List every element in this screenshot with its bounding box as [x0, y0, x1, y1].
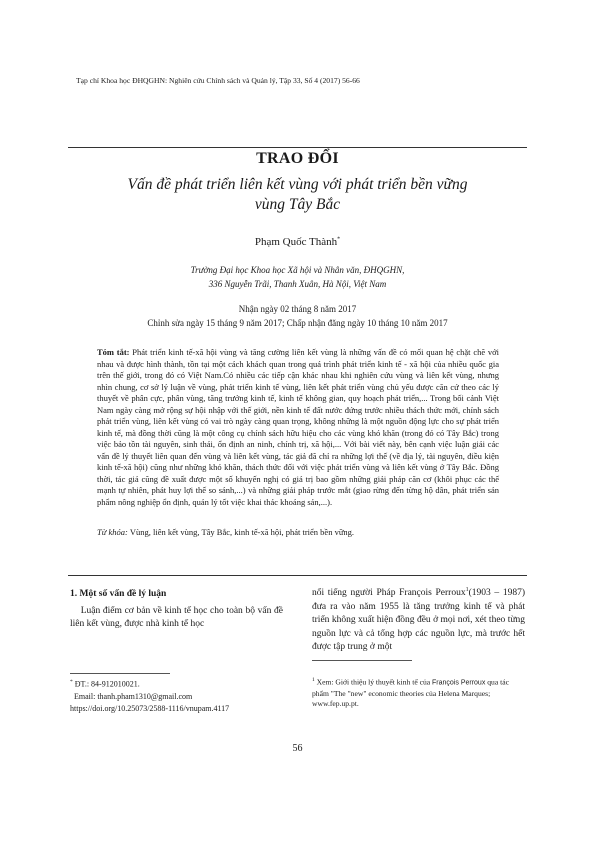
article-dates — [0, 302, 595, 330]
revised-accepted-dates: Chỉnh sửa ngày 15 tháng 9 năm 2017; Chấp nhận đăng ngày 10 tháng 10 năm 2017 — [147, 318, 448, 328]
email-line: Email: thanh.pham1310@gmail.com — [74, 691, 193, 701]
journal-citation: Tạp chí Khoa học ĐHQGHN: Nghiên cứu Chính sách và Quản lý, Tập 33, Số 4 (2017) 56-66 — [76, 76, 360, 85]
abstract-label: Tóm tắt: — [97, 347, 130, 357]
footnote-1-name: François Perroux — [432, 679, 486, 687]
left-paragraph-text: Luận điểm cơ bản về kinh tế học cho toàn bộ vấn đề liên kết vùng, được nhà kinh tế học — [70, 606, 284, 629]
author-name — [0, 236, 595, 248]
keywords-text: Vùng, liên kết vùng, Tây Bắc, kinh tế-xã hội, phát triển bền vững. — [129, 527, 355, 537]
section-rule-top — [68, 147, 527, 148]
right-paragraph-part-a: nổi tiếng người Pháp François Perroux — [312, 588, 466, 599]
footnote-rule-right — [312, 660, 412, 661]
right-paragraph-part-b: (1903 – 1987) đưa ra vào năm 1955 là tăng trưởng kinh tế và phát triển không xuất hiện đồng đều ở mọi nơi, xét theo từng nguồn lực và cả tổng hợp các nguồn lực, mà trước hết được tập trung ở một — [312, 588, 525, 653]
body-paragraph-left — [70, 605, 283, 631]
phone-line — [70, 676, 229, 691]
footnote-1 — [312, 675, 525, 709]
article-title — [70, 175, 525, 215]
section-rule-bottom — [68, 575, 527, 576]
author-affiliation — [0, 263, 595, 291]
affiliation-line-1: Trường Đại học Khoa học Xã hội và Nhân văn, ĐHQGHN, — [190, 265, 405, 275]
title-line-2: vùng Tây Bắc — [254, 196, 341, 213]
footnote-1-text-a: Xem: Giới thiệu lý thuyết kinh tế của — [316, 677, 431, 687]
abstract-text: Phát triển kinh tế-xã hội vùng và tăng cường liên kết vùng là những vấn đề có mối quan hệ chặt chẽ với nhau và được hình thành, tồn tại một cách khách quan trong quá trình phát triển kinh tế - xã hội của nhiều quốc gia trên thế giới, trong đó có Việt Nam.Có nhiều các tiếp cận khác nhau khi nghiên cứu vùng và liên kết vùng, nhưng nhìn chung, cơ sở lý luận về vùng, phát triển kinh tế vùng, liên kết phát triển vùng chủ yếu được căn cứ theo các lý thuyết về phân cực, phân vùng, tăng trưởng kinh tế, kinh tế không gian, quy hoạch phát triển,... Trong bối cảnh Việt Nam ngày càng mở rộng sự hội nhập với thế giới, nền kinh tế đất nước đứng trước nhiều thách thức mới, chính sách phát triển vùng, liên kết vùng có vai trò ngày càng quan trọng, không những là một nguồn động lực cho sự phát triển kinh tế, mà đồng thời cũng là một công cụ chính sách hữu hiệu cho các vùng khó khăn (trong đó có Tây Bắc) trong việc bảo tồn tài nguyên, sinh thái, ổn định an ninh, chính trị, xã hội,... Với bài viết này, bên cạnh việc luận giải các vấn đề lý thuyết liên quan đến vùng và liên kết vùng, tác giả đã chỉ ra những lợi thế (về địa lý, tài nguyên, điều kiện kinh tế-xã hội) cũng như những khó khăn, thách thức đối với việc phát triển vùng và liên kết vùng ở Tây Bắc. Đồng thời, tác giả cũng đề xuất được một số khuyến nghị có giá trị bao gồm những giải pháp căn cơ (khôi phục các thế mạnh tự nhiên, phát huy lợi thế so sánh,...) và những giải pháp trước mắt (giao rừng đến từng hộ dân, phát triển sản phẩm nông nghiệp ổn định, quản lý tốt việc khai thác khoáng sản,...). — [97, 347, 499, 507]
phone-text: ĐT.: 84-912010021. — [74, 679, 140, 689]
affiliation-line-2: 336 Nguyễn Trãi, Thanh Xuân, Hà Nội, Việt Nam — [208, 279, 387, 289]
keywords — [97, 527, 499, 537]
footnote-1-mark: 1 — [312, 677, 315, 683]
author-footnote-mark: * — [337, 236, 341, 243]
footnote-ref-1: 1 — [465, 587, 469, 593]
keywords-label: Từ khóa: — [97, 527, 128, 537]
footnote-1-text-b: qua tác phẩm "The "new" economic theories của Helena Marques; www.fep.up.pt. — [312, 677, 509, 708]
abstract — [97, 347, 499, 508]
page-number: 56 — [292, 743, 303, 754]
body-paragraph-right — [312, 584, 525, 655]
title-line-1: Vấn đề phát triển liên kết vùng với phát triển bền vững — [127, 176, 468, 193]
received-date: Nhận ngày 02 tháng 8 năm 2017 — [238, 304, 357, 314]
doi-link: https://doi.org/10.25073/2588-1116/vnupam.4117 — [70, 703, 230, 713]
author-text: Phạm Quốc Thành — [254, 236, 338, 248]
corresponding-mark: * — [70, 679, 73, 685]
corresponding-footnote — [70, 676, 229, 715]
section-heading: TRAO ĐỔI — [256, 150, 339, 167]
section-1-heading: 1. Một số vấn đề lý luận — [70, 589, 167, 599]
footnote-rule-left — [70, 673, 170, 674]
